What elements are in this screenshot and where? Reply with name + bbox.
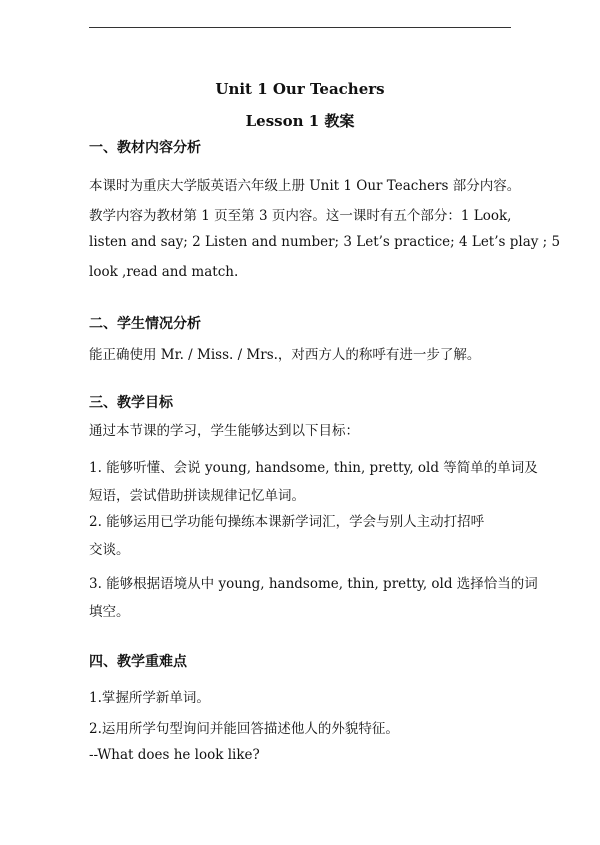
doc-subtitle: Lesson 1 教案 xyxy=(245,112,355,130)
list-item: 3. 能够根据语境从中 young, handsome, thin, pretty, old 选择恰当的词 xyxy=(89,576,538,592)
list-item-continuation: 短语，尝试借助拼读规律记忆单词。 xyxy=(89,488,305,504)
doc-title: Unit 1 Our Teachers xyxy=(215,80,385,98)
list-item-continuation: 交谈。 xyxy=(89,542,130,558)
list-item: 2.运用所学句型询问并能回答描述他人的外貌特征。 xyxy=(89,721,399,737)
section-heading-textbook-analysis: 一、教材内容分析 xyxy=(89,140,201,156)
example-sentence: --What does he look like? xyxy=(89,747,260,763)
paragraph-line: 通过本节课的学习，学生能够达到以下目标： xyxy=(89,423,359,439)
list-item: 1.掌握所学新单词。 xyxy=(89,690,210,706)
paragraph-line: listen and say; 2 Listen and number; 3 Let’s practice; 4 Let’s play ; 5 xyxy=(89,234,561,250)
section-heading-teaching-objectives: 三、教学目标 xyxy=(89,395,173,411)
paragraph-line: 教学内容为教材第 1 页至第 3 页内容。这一课时有五个部分：1 Look, xyxy=(89,208,512,224)
section-heading-key-points: 四、教学重难点 xyxy=(89,654,187,670)
header-rule xyxy=(89,27,511,28)
paragraph-line: look ,read and match. xyxy=(89,264,239,280)
list-item: 1. 能够听懂、会说 young, handsome, thin, pretty, old 等简单的单词及 xyxy=(89,460,538,476)
list-item-continuation: 填空。 xyxy=(89,604,130,620)
section-heading-student-analysis: 二、学生情况分析 xyxy=(89,316,201,332)
paragraph-line: 本课时为重庆大学版英语六年级上册 Unit 1 Our Teachers 部分内容。 xyxy=(89,178,521,194)
paragraph-line: 能正确使用 Mr. / Miss. / Mrs.，对西方人的称呼有进一步了解。 xyxy=(89,347,481,363)
list-item: 2. 能够运用已学功能句操练本课新学词汇，学会与别人主动打招呼 xyxy=(89,514,485,530)
